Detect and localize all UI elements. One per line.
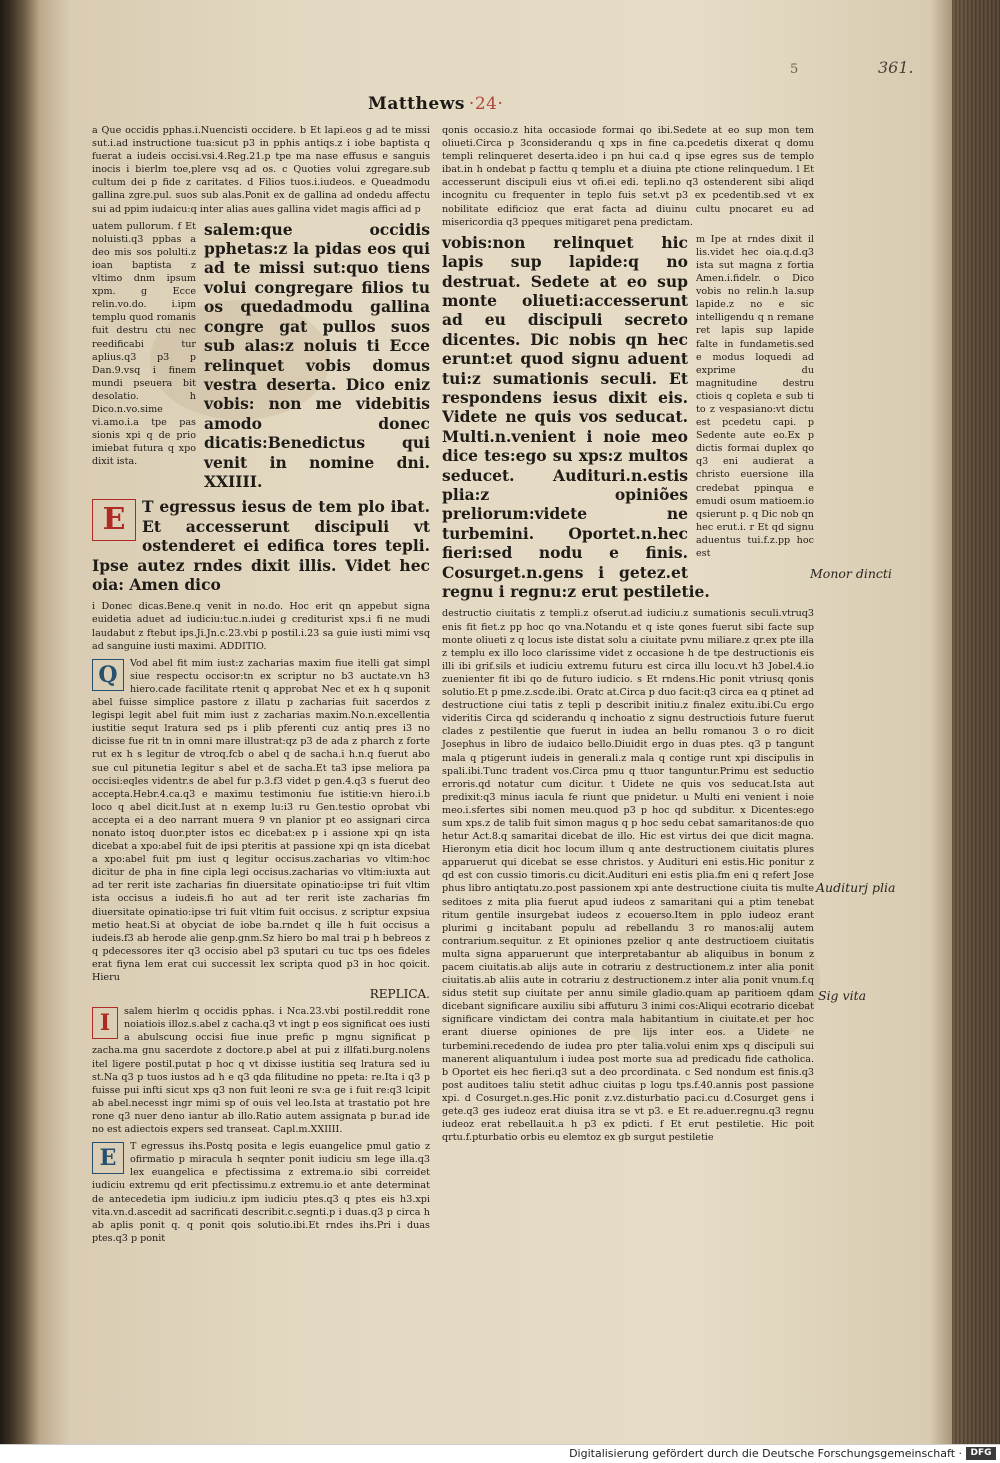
corner-mark: 5 [790, 62, 799, 77]
gloss-paragraph: a Que occidis pphas.i.Nuencisti occidere. b Et lapi.eos g ad te missi sut.i.ad instructione tua:sicut p3 in pphis antiqs.z i iobe baptista q fuerat a iudeis occisi.vsi.4.Reg.21.p tpe ma nase effusus e sanguis inocis i bierlm toe,plere vsq ad os. c Quoties volui zgregare.sub cultum dei p fide z caritates. d Filios tuos.i.iudeos. e Queadmodu gallina zgre.pul. suos sub alas.Ponit ex de gallina ad ondedu affectu sui ad ppim iudaicu:q inter alias aues gallina videt magis affici ad p [92, 125, 430, 215]
main-text-segment: salem:que occidis pphetas:z la pidas eos qui ad te missi sut:quo tiens volui congregare filios tu os quedadmodu gallina congre gat pullos suos sub alas:z noluis ti Ecce relinquet vobis domus vestra deserta. Dico eniz vobis: non me videbitis amodo donec dicatis:Benedictus qui venit in nomine dni. [204, 219, 430, 472]
dfg-logo: DFG [966, 1447, 996, 1460]
left-main-block [92, 220, 430, 601]
gloss-paragraph: Vod abel fit mim iust:z zacharias maxim fiue itelli gat simpl siue respectu occisor:tn ex scriptur no b3 auctate.vn h3 hiero.cade facilitate rtenit q approbat Nec et ex h q suponit abel fuisse simplice pastore z illatu p zacharias fuit sacerdos z legispi legit abel fuit mim iust z zacharias maxim.No.n.excellentia iustitie sequt lratura sed ps i plib pferenti cuz antiq pres i3 no dicisse fue rit tn in omni mare illustrat:qz p3 de ada z pharch z forte rut ex h s legitur de vtroq.fcb o abel q de sacha.i h.n.q fuerut abo sue cul pitunetia legitur s abel et de sacha.Et ta3 ipse meliora pa occisi:eqles videntr.s de abel fur p.3.f3 videt p gen.4.q3 s fuerut deo accepta.Hebr.4.ca.q3 e maximu testimoniu fue istitie:vn hiero.i.b loco q abel dicit.Iust at n exemp lu:i3 ru Gen.testio oprobat vbi accepta ei a deo narrant muera 9 vn planior pt eo assignari circa nonato istoq duor.pter istos ec dicebat:ex p i assione xpi qn ista dicebat a xpo:abel fuit de ipsi pteritis at passione xpi qn ista dicebat a xpo:abel fuit pm iust q legitur occisus.zacharias vo vltim:hoc dicitur de pha in fine cipla legi occisus.zacharias vo vltim:iuxta aut ad ter rerit iste zacharias fin diuersitate opinatio:ipse tri fuit vltim ista occisus a iudeis.fi ho aut ad ter rerit iste zacharias fm diuersitate opinatio:ipse tri fuit vltim fuit occisus. z scriptur expsiua metio heat.Si at obyciat de iobe ba.rndet q ille h fuit occisus a iudeis.f3 ab herode alie genp.gnm.Sz hiero bo mal trai p h bebreos z q pdecessores iter q3 occisio abel p3 sputari cu tuc tps oes fideles erat fiyna lem erat cui successit lex scripta quod p3 in hoc qoicit. Hieru [92, 657, 430, 983]
right-column [442, 124, 814, 1224]
narrow-gloss: m Ipe at rndes dixit il lis.videt hec oia.q.d.q3 ista sut magna z fortia Amen.i.fidelr. o Dico vobis no relin.h la.sup lapide.z no e sic intelligendu q n remane ret lapis sup lapide falte in fundametis.sed e modus loquedi ad exprime du magnitudine destru ctiois q copleta e sub ti to z vespasiano:vt dictu est pcedetu capi. p Sedente aute eo.Ex p dictis formai duplex qo q3 eni audierat a christo euersione illa credebat ppinqua e emudi osum matioem.io qsierunt p. q Dic nob qn hec erut.i. r Et qd signu aduentus tui.f.z.pp hoc est [696, 233, 814, 559]
decorated-initial-q: Q [92, 659, 124, 691]
main-text: T egressus iesus de tem plo ibat. Et accesserunt discipuli vt ostenderet ei edifica tores tepli. Ipse autez rndes dixit illis. Videt hec oia: Amen dico [92, 497, 430, 594]
decorated-initial-e2: E [92, 1142, 124, 1174]
replica-label: REPLICA. [369, 987, 430, 1002]
footer-bar [0, 1444, 1000, 1463]
gloss-paragraph [92, 1005, 430, 1136]
handwritten-margin-note: Sig vita [818, 988, 867, 1003]
running-header-title: Matthews [368, 94, 465, 114]
running-header-folio: ·24· [468, 94, 504, 114]
gloss-paragraph: destructio ciuitatis z templi.z ofserut.ad iudiciu.z sumationis seculi.vtruq3 enis fit fiet.z pp hoc qo vna.Notandu et q iste qones fuerut sibi facte sup monte oliueti z q locus iste distat solu a ciuitate pvnu miliare.z qr.ex pte illa z templu ex illo loco clarissime videt z occasione h de tpe destructionis eis illi ibi grif.sils et iudiciu extremu futuru est circa illu locu.vt h3 Jobel.4.io zuenienter fit ibi qo de futuro iudicio. s Et rndens.Hic ponit vtriusq qonis solutio.Et p pme.z.scde.ibi. Oratc at.Circa p duo facit:q3 circa ea q ptinet ad destructione ciui tatis z tepli p describit initiu.z finalez exitu.ibi.Cu ergo videritis Circa qd sciderandu q inchoatio z signu destructiois future fuerut clades z pestilentie que fuerut in iudea an bellu romanou 3 o ro dicit Josephus in libro de iudaico bello.Diuidit ergo in duas ptes. q3 p tangunt mala q ptigerunt iudeis in generali.z mala q contige runt xpi discipulis in spali.ibi.Tunc tradent vos.Circa pmu q ttuor tanguntur.Primu est seductio erroris.qd notatur cum dicitur. t Uidete ne quis vos seducat.Ista aut predixit:q3 minus iacula fe riunt que pnidetur. u Multi eni venient i noie meo.i.sfertes sibi nomen meu.quod p3 p hoc qd subditur. x Dicentes:ego sum xps.z de talib fuit simon magus q p hoc sedu cebat samaritanos:de quo hetur Act.8.q samaritai dicebat de illo. Hic est virtus dei que dicit magna. Hieronym etia dicit hoc locum illum q ante destructionem ciuitatis plures apparuerut qui dicebat se esse christos. y Audituri eni estis.Hic ponitur z qd est con cussio timoris.cu dicit.Audituri eni estis plia.fm eni q refert Jose phus libro antiqtatu.zo.post passionem xpi ante destructione ciuita tis multe seditoes z mita plia fuerut apud iudeos z samaritani qui a ptim tenebat ritum gentile insurgebat iudeos z ecouerso.Item in pplo iudeoz erant plurimi g incitabant populu ad rebellandu 3 ro manos:alij autem contrarium.sequitur. z Et opiniones pzelior q ante destructioem ciuitatis multa signa apparuerunt que interpretabantur ab aliquibus in bonum z pacem ciuitatis.ab alijs aute in cotrariu z destructionem.z inter alia ponit ciuitatis.ab aliis aute in cotrariu z destructionem.z inter alia ponit vnum.f.q sidus stetit sup ciuitate per annu simile gladio.quam ap paritioem qdam dicebant significare auxiliu sibi affuturu 3 inimi cos:Aliqui ecotrario dicebat significare vindictam dei contra mala habitantium in ciuitate.et per hoc erant diuerse opiniones de pre lijs inter eos. a Uidete ne turbemini.recedendo de iudea pro pter talia.volui enim xps q discipuli sui manerent aliquantulum i iudea post morte sua ad predicadu fide catholica. b Oportet eis hec fieri.q3 sut a deo prcordinata. c Sed nondum est finis.q3 post auditoes taliu stetit adhuc ciuitas p logu tps.f.40.annis post passione xpi. d Cosurget.n.ges.Hic ponit z.vz.disturbatio paci.cu d.Cosurget gens i gete.q3 ges iudeoz erat diuisa itra se vt p3. e Et re.aduer.regnu.q3 regnu iudeoz erat rebellauit.a h p3 ex pdicti. f Et erut pestiletie. Hic poit qrtu.f.pturbatio orbis eu elemtoz ex gb surgut pestiletie [442, 608, 814, 1144]
decorated-initial-e: E [92, 499, 136, 541]
handwritten-margin-note: Monor dincti [810, 566, 892, 581]
gloss-paragraph [92, 600, 430, 652]
narrow-gloss: uatem pullorum. f Et noluisti.q3 ppbas a deo mis sos polulti.z ioan baptista z vltimo dnm ipsum xpm. g Ecce relin.vo.do. i.ipm templu quod romanis fuit destru ctu nec reedificabi tur aplius.q3 p3 p Dan.9.vsq i finem mundi pseuera bit desolatio. h Dico.n.vo.sime vi.amo.i.a tpe pas sionis xpi q de prio imiebat futura q xpo dixit ista. [92, 220, 196, 468]
replica-heading [92, 988, 430, 1001]
chapter-label: XXIIII. [204, 471, 263, 491]
handwritten-margin-note: Auditurj plia [816, 880, 896, 895]
gloss-paragraph: qonis occasio.z hita occasiode formai qo ibi.Sedete at eo sup mon tem oliueti.Circa p 3considerandu q xps in fine ca.pcedetis dixerat q domu templi relinqueret deserta.ideo i pn hui ca.d q ipse egres sus de templo ibat.in h ondebat p facttu q templu et a diuina pte ctione relinquedum. l Et accesserunt discipuli eius vt ofi.ei edi. tepli.no q3 ostenderent sibi aliqd incognitu cu frequenter in teplo fuis set.vt p3 ex pcedentib.sed vt ex nobilitate edificioz que erat facta ad diuinu cultu pnocaret eu ad misericordia q3 ppeques mitigaret pena predictam. [442, 125, 814, 228]
caption-label: Capl.m.XXIIII. [273, 1124, 343, 1136]
addition-label: ADDITIO. [219, 640, 267, 652]
main-text: vobis:non relinquet hic lapis sup lapide:q no destruat. Sedete at eo sup monte oliueti:accesserunt ad eu discipuli secreto dicentes. Dic nobis qn hec erunt:et quod signu aduent tui:z sumationis seculi. Et respondens iesus dixit eis. Videte ne quis vos seducat. Multi.n.venient i noie meo dice tes:ego su xps:z multos seducet. Audituri.n.estis plia:z opiniões preliorum:videte ne turbemini. Oportet.n.hec fieri:sed nodu e finis. Cosurget.n.gens i getez.et regnu i regnu:z erut pestiletie. [442, 232, 710, 602]
gloss-paragraph: T egressus ihs.Postq posita e legis euangelice pmul gatio z ofirmatio p miracula h seqnter ponit iudiciu sm lege illa.q3 lex euangelica e pfectissima z extrema.io sibi correidet iudiciu extremu qd erit pfectissimu.z extremu.io et ante determinat de antecedetia ipm iudiciu.z ipm iudiciu ptes.q3 q ptes eis h3.xpi vita.vn.d.ascedit ad sacrificati describit.c.segnti.p i duas.q3 p circa h ab aplis ponit q. q ponit qois solutio.ibi.Et rndes ihs.Pri i duas ptes.q3 p ponit [92, 1141, 430, 1244]
decorated-initial-i: I [92, 1007, 118, 1039]
right-main-block [442, 233, 814, 608]
folio-number: 361. [878, 58, 914, 77]
gloss-text: salem hierlm q occidis pphas. i Nca.23.vbi postil.reddit rone noiatiois illoz.s.abel z cacha.q3 vt ingt p eos significat oes iusti a abulscung occisi fiue inue prefic p mgnu significat p zacha.ma gnu sacerdote z doctore.p abel at pui z illfati.burg.nolens itel ligere postil.putat p hoc q vt dixisse iustitia seq lratura sed iu st.Na q3 p tuos iustos ad h e q3 qda filitudine no ppeta: re.Ita i q3 p fuisse pui infti sicut xps q3 non fuit leoni re sv:a ge i fuit re:q3 lcipit ab abel.necesst ingr mimi sp of ouis vel leo.Ista at trastatio pot hre rone q3 nuer deno iantur ab illo.Ratio autem assignata p bur.ad ide no est adiectois expers sed transeat. [92, 1006, 430, 1136]
book-page-edges [952, 0, 1000, 1444]
gloss-text: i Donec dicas.Bene.q venit in no.do. Hoc erit qn appebut signa euidetia aduet ad iudiciu:tuc.n.iudei g crediturist xps.i fi ne mudi laudabut z ftebut ips.Ji.Jn.c.23.vbi p postil.i.23 sa guie iusti mimi vsq ad sanguine iusti maximi. [92, 601, 430, 652]
footer-credit: Digitalisierung gefördert durch die Deutsche Forschungsgemeinschaft · [569, 1447, 962, 1460]
running-header [368, 94, 503, 114]
left-column [92, 124, 430, 1244]
